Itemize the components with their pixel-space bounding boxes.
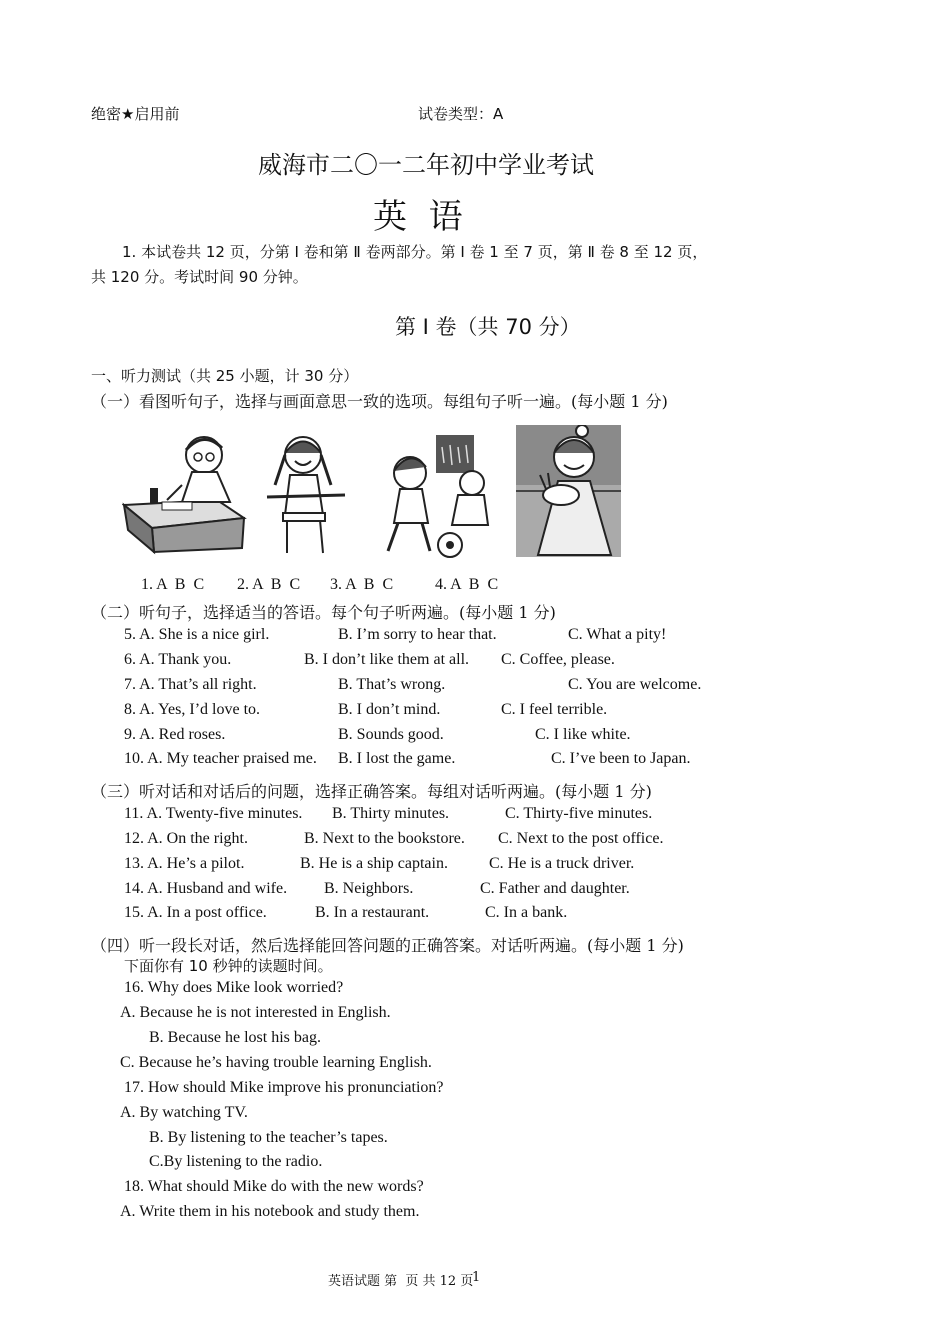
notes-line-2: 共 120 分。考试时间 90 分钟。 [91, 268, 308, 286]
option-b: B. I lost the game. [338, 750, 456, 767]
question-16-option-b: B. Because he lost his bag. [149, 1029, 321, 1046]
notes-line-1: 1. 本试卷共 12 页，分第 Ⅰ 卷和第 Ⅱ 卷两部分。第 Ⅰ 卷 1 至 7 页，第 Ⅱ 卷 8 至 12 页， [122, 243, 708, 261]
picture-4 [516, 425, 621, 557]
option-a: 8. A. Yes, I’d love to. [124, 701, 261, 718]
section1-title: 一、听力测试（共 25 小题，计 30 分） [91, 367, 359, 385]
girl-with-rabbit-icon [516, 425, 621, 557]
option-a: 14. A. Husband and wife. [124, 880, 288, 897]
question-row [0, 726, 950, 746]
option-b: B. I don’t like them at all. [304, 651, 470, 668]
question-row [0, 651, 950, 671]
page-footer: 英语试题 第 页 共 12 页 [328, 1274, 474, 1289]
desk-writer-icon [122, 430, 247, 555]
secret-label: 绝密★启用前 [91, 105, 180, 123]
question-16-option-a: A. Because he is not interested in English. [120, 1004, 391, 1021]
question-row [0, 805, 950, 825]
option-a: 12. A. On the right. [124, 830, 248, 847]
picture-1 [122, 430, 247, 555]
question-row [0, 855, 950, 875]
option-a: 9. A. Red roses. [124, 726, 226, 743]
option-b: B. Sounds good. [338, 726, 444, 743]
page-number: 1 [472, 1270, 481, 1285]
option-c: C. I like white. [535, 726, 631, 743]
picture-option-2: 2. A B C [237, 576, 301, 593]
question-16: 16. Why does Mike look worried? [124, 979, 344, 996]
option-c: C. Father and daughter. [480, 880, 630, 897]
option-c: C. He is a truck driver. [489, 855, 635, 872]
question-row [0, 701, 950, 721]
sub4-instruction: （四）听一段长对话，然后选择能回答问题的正确答案。对话听两遍。(每小题 1 分) [91, 936, 684, 955]
sub3-instruction: （三）听对话和对话后的问题，选择正确答案。每组对话听两遍。(每小题 1 分) [91, 782, 652, 801]
sub1-instruction: （一）看图听句子，选择与画面意思一致的选项。每组句子听一遍。(每小题 1 分) [91, 392, 668, 411]
picture-option-3: 3. A B C [330, 576, 394, 593]
option-c: C. I’ve been to Japan. [551, 750, 691, 767]
option-b: B. Neighbors. [324, 880, 414, 897]
option-c: C. In a bank. [485, 904, 568, 921]
question-16-option-c: C. Because he’s having trouble learning English. [120, 1054, 432, 1071]
option-a: 7. A. That’s all right. [124, 676, 257, 693]
question-row [0, 626, 950, 646]
option-c: C. You are welcome. [568, 676, 702, 693]
option-c: C. Thirty-five minutes. [505, 805, 653, 822]
option-b: B. Thirty minutes. [332, 805, 450, 822]
picture-options [0, 576, 950, 596]
option-c: C. I feel terrible. [501, 701, 608, 718]
question-row [0, 830, 950, 850]
option-b: B. He is a ship captain. [300, 855, 448, 872]
option-a: 6. A. Thank you. [124, 651, 232, 668]
picture-3 [382, 433, 492, 558]
boys-soccer-rain-icon [382, 433, 492, 558]
sub4-note: 下面你有 10 秒钟的读题时间。 [124, 957, 333, 975]
question-row [0, 676, 950, 696]
option-b: B. I don’t mind. [338, 701, 441, 718]
question-row [0, 880, 950, 900]
question-18-option-a: A. Write them in his notebook and study them. [120, 1203, 420, 1220]
paper-type: 试卷类型：A [418, 105, 504, 123]
question-row [0, 904, 950, 924]
part1-title: 第 Ⅰ 卷（共 70 分） [395, 315, 581, 339]
option-a: 13. A. He’s a pilot. [124, 855, 245, 872]
option-c: C. Next to the post office. [498, 830, 664, 847]
option-c: C. Coffee, please. [501, 651, 615, 668]
option-b: B. In a restaurant. [315, 904, 430, 921]
option-c: C. What a pity! [568, 626, 667, 643]
option-a: 5. A. She is a nice girl. [124, 626, 270, 643]
girl-on-chair-icon [265, 425, 350, 555]
question-17-option-b: B. By listening to the teacher’s tapes. [149, 1129, 388, 1146]
question-17-option-c: C.By listening to the radio. [149, 1153, 323, 1170]
question-18: 18. What should Mike do with the new words? [124, 1178, 424, 1195]
picture-2 [265, 425, 350, 555]
exam-title: 威海市二〇一二年初中学业考试 [258, 151, 594, 179]
sub2-instruction: （二）听句子，选择适当的答语。每个句子听两遍。(每小题 1 分) [91, 603, 556, 622]
option-a: 15. A. In a post office. [124, 904, 267, 921]
question-17: 17. How should Mike improve his pronunciation? [124, 1079, 444, 1096]
option-a: 10. A. My teacher praised me. [124, 750, 317, 767]
subject-title: 英 语 [373, 197, 463, 237]
option-b: B. That’s wrong. [338, 676, 446, 693]
option-b: B. Next to the bookstore. [304, 830, 465, 847]
question-17-option-a: A. By watching TV. [120, 1104, 248, 1121]
picture-option-4: 4. A B C [435, 576, 499, 593]
picture-option-1: 1. A B C [141, 576, 205, 593]
option-b: B. I’m sorry to hear that. [338, 626, 497, 643]
question-row [0, 750, 950, 770]
option-a: 11. A. Twenty-five minutes. [124, 805, 303, 822]
